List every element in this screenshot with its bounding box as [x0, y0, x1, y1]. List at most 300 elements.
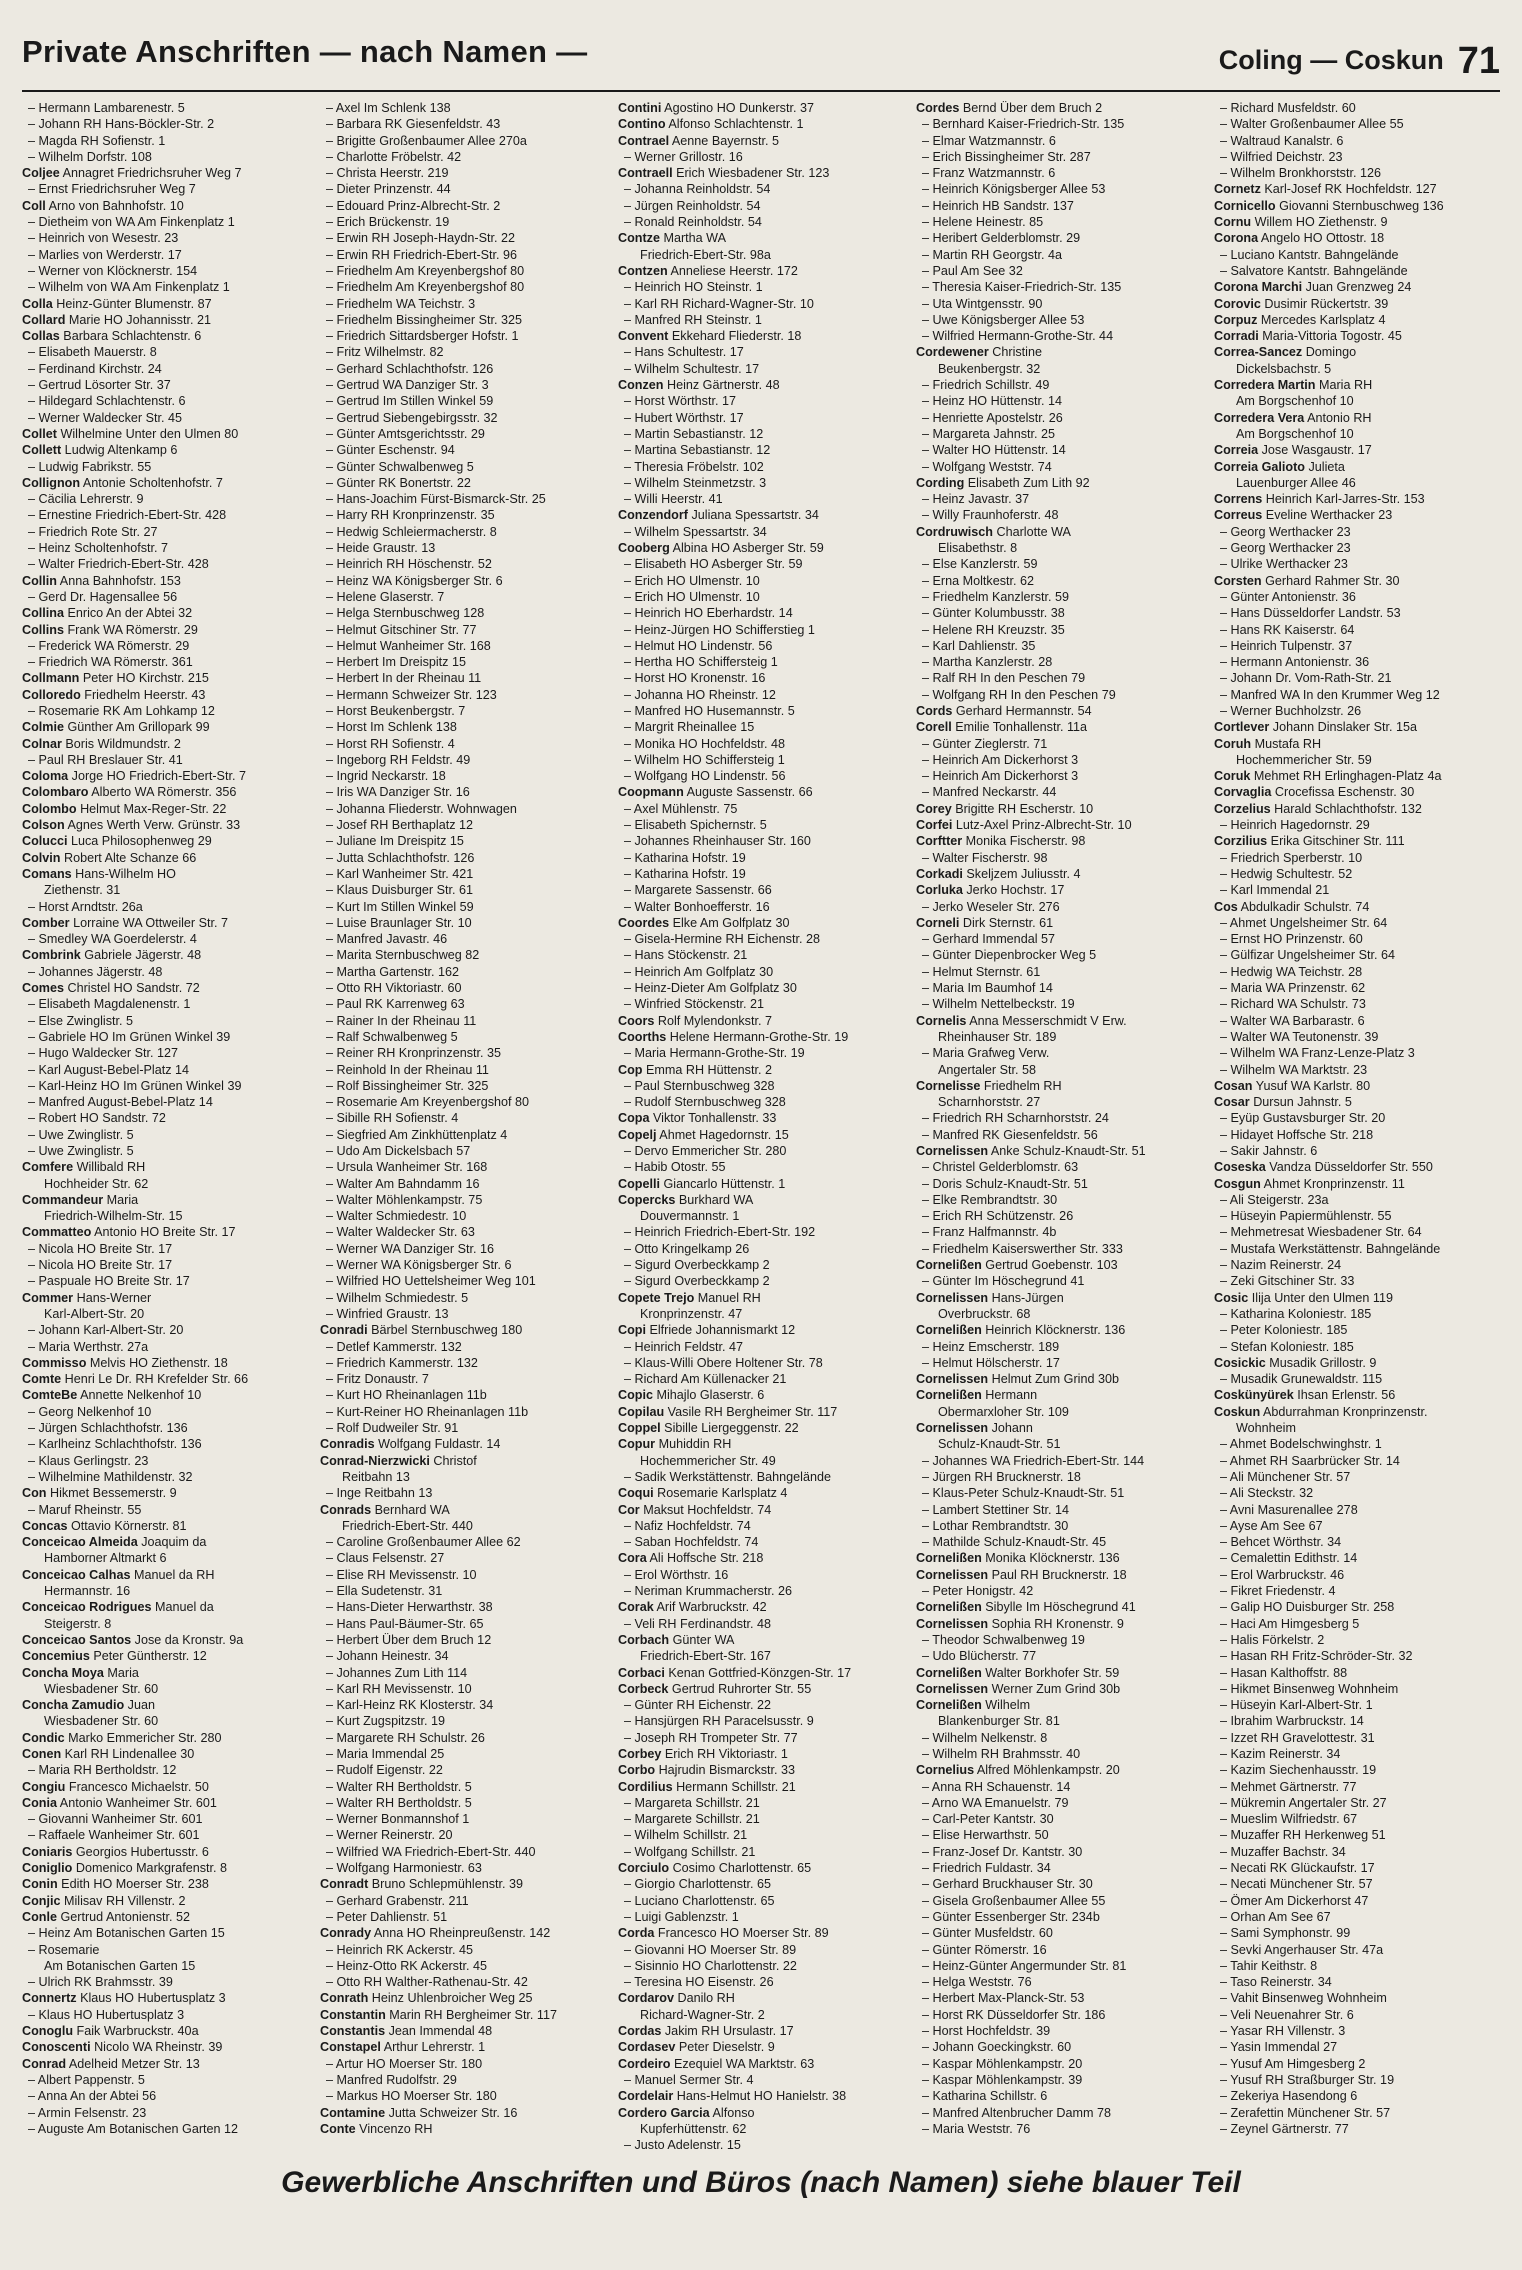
directory-entry: – Peter Honigstr. 42 — [922, 1584, 1034, 1599]
directory-entry: – Saban Hochfeldstr. 74 — [624, 1535, 759, 1550]
surname: Cora — [618, 1551, 647, 1566]
directory-entry: – Barbara RK Giesenfeldstr. 43 — [326, 117, 501, 132]
directory-entry: – Hedwig Schultestr. 52 — [1220, 866, 1353, 881]
directory-entry: – Ingrid Neckarstr. 18 — [326, 769, 446, 784]
directory-entry: – Heinz-Otto RK Ackerstr. 45 — [326, 1958, 487, 1973]
directory-entry: – Brigitte Großenbaumer Allee 270a — [326, 133, 527, 148]
directory-entry: Cornelissen Sophia RH Kronenstr. 9 — [916, 1616, 1124, 1631]
surname: Coll — [22, 198, 46, 213]
directory-entry: – Friedrich Fuldastr. 34 — [922, 1861, 1051, 1876]
surname: Coruk — [1214, 769, 1251, 784]
directory-entry: – Wolfgang Weststr. 74 — [922, 459, 1052, 474]
directory-entry: – Heinz-Jürgen HO Schifferstieg 1 — [624, 622, 815, 637]
directory-entry: – Gerhard Bruckhauser Str. 30 — [922, 1877, 1093, 1892]
directory-entry: Conrad Adelheid Metzer Str. 13 — [22, 2056, 200, 2071]
directory-entry: – Heinz-Günter Angermunder Str. 81 — [922, 1958, 1127, 1973]
directory-entry: – Günter Essenberger Str. 234b — [922, 1909, 1100, 1924]
surname: Cornelissen — [916, 1567, 989, 1582]
surname: Cornelißen — [916, 1698, 982, 1713]
surname: Congiu — [22, 1779, 66, 1794]
surname: Conoscenti — [22, 2040, 91, 2055]
directory-entry: Lauenburger Allee 46 — [1236, 475, 1356, 490]
directory-entry: – Manfred RK Giesenfeldstr. 56 — [922, 1127, 1098, 1142]
directory-entry: – Hermann Antonienstr. 36 — [1220, 655, 1370, 670]
surname: Correus — [1214, 508, 1263, 523]
directory-entry: – Auguste Am Botanischen Garten 12 — [28, 2121, 239, 2136]
directory-entry: – Günter RH Eichenstr. 22 — [624, 1698, 771, 1713]
directory-entry: – Theodor Schwalbenweg 19 — [922, 1632, 1085, 1647]
directory-entry: Constantin Marin RH Bergheimer Str. 117 — [320, 2007, 558, 2022]
directory-columns — [22, 100, 1500, 2153]
directory-entry: Cop Emma RH Hüttenstr. 2 — [618, 1062, 772, 1077]
directory-entry: – Elisabeth Mauerstr. 8 — [28, 345, 157, 360]
surname: Coppel — [618, 1421, 661, 1436]
surname: Conceicao Rodrigues — [22, 1600, 152, 1615]
directory-entry: – Albert Pappenstr. 5 — [28, 2072, 145, 2087]
directory-entry: – Maria WA Prinzenstr. 62 — [1220, 981, 1366, 996]
directory-entry: Conjic Milisav RH Villenstr. 2 — [22, 1893, 186, 1908]
directory-entry: – Orhan Am See 67 — [1220, 1909, 1331, 1924]
directory-entry: – Luciano Charlottenstr. 65 — [624, 1893, 775, 1908]
directory-entry: Coorths Helene Hermann-Grothe-Str. 19 — [618, 1029, 849, 1044]
surname: Corzelius — [1214, 801, 1271, 816]
surname: Combrink — [22, 948, 81, 963]
directory-entry: Colombo Helmut Max-Reger-Str. 22 — [22, 801, 227, 816]
directory-entry: – Kurt Im Stillen Winkel 59 — [326, 899, 474, 914]
directory-entry: – Mehmet Gärtnerstr. 77 — [1220, 1779, 1357, 1794]
directory-entry: – Margareta Jahnstr. 25 — [922, 426, 1056, 441]
directory-entry: – Ralf Schwalbenweg 5 — [326, 1029, 458, 1044]
directory-entry: – Eyüp Gustavsburger Str. 20 — [1220, 1111, 1386, 1126]
directory-entry: – Heinrich Feldstr. 47 — [624, 1339, 743, 1354]
directory-entry: – Heinz Am Botanischen Garten 15 — [28, 1926, 225, 1941]
directory-entry: Conradi Bärbel Sternbuschweg 180 — [320, 1323, 523, 1338]
directory-entry: – Werner WA Danziger Str. 16 — [326, 1241, 494, 1256]
directory-entry: – Heinrich Tulpenstr. 37 — [1220, 638, 1353, 653]
directory-entry: Colucci Luca Philosophenweg 29 — [22, 834, 212, 849]
directory-entry: – Yusuf Am Himgesberg 2 — [1220, 2056, 1366, 2071]
directory-entry: – Walter WA Barbarastr. 6 — [1220, 1013, 1365, 1028]
surname: Colucci — [22, 834, 68, 849]
surname: Collignon — [22, 475, 81, 490]
directory-entry: Corfei Lutz-Axel Prinz-Albrecht-Str. 10 — [916, 818, 1132, 833]
directory-entry: Hamborner Altmarkt 6 — [44, 1551, 167, 1566]
surname: Coskünyürek — [1214, 1388, 1294, 1403]
surname: Copercks — [618, 1192, 676, 1207]
directory-entry: – Georg Werthacker 23 — [1220, 541, 1351, 556]
directory-entry: – Margarete Schillstr. 21 — [624, 1812, 760, 1827]
surname: Cornelißen — [916, 1600, 982, 1615]
directory-entry: – Ali Münchener Str. 57 — [1220, 1469, 1351, 1484]
directory-entry: – Heinz Javastr. 37 — [922, 492, 1030, 507]
directory-entry: – Günter Antonienstr. 36 — [1220, 589, 1356, 604]
directory-entry: Connertz Klaus HO Hubertusplatz 3 — [22, 1991, 226, 2006]
surname: Concemius — [22, 1649, 90, 1664]
directory-entry: – Jürgen Schlachthofstr. 136 — [28, 1421, 188, 1436]
directory-entry: – Johann Goeckingkstr. 60 — [922, 2040, 1072, 2055]
directory-entry: Cos Abdulkadir Schulstr. 74 — [1214, 899, 1370, 914]
directory-entry: – Friedhelm Kaiserswerther Str. 333 — [922, 1241, 1123, 1256]
directory-entry: – Mathilde Schulz-Knaudt-Str. 45 — [922, 1535, 1107, 1550]
surname: Cornelissen — [916, 1616, 989, 1631]
directory-entry: Cornetz Karl-Josef RK Hochfeldstr. 127 — [1214, 182, 1437, 197]
surname: Colombaro — [22, 785, 89, 800]
directory-entry: – Maria RH Bertholdstr. 12 — [28, 1763, 177, 1778]
surname: Colloredo — [22, 687, 81, 702]
directory-entry: Friedrich-Wilhelm-Str. 15 — [44, 1209, 183, 1224]
surname: Corbaci — [618, 1665, 665, 1680]
directory-entry: – Raffaele Wanheimer Str. 601 — [28, 1828, 200, 1843]
directory-entry: – Erna Moltkestr. 62 — [922, 573, 1034, 588]
directory-entry: – Heinrich Königsberger Allee 53 — [922, 182, 1106, 197]
directory-entry: – Muzaffer RH Herkenweg 51 — [1220, 1828, 1386, 1843]
directory-entry: Comans Hans-Wilhelm HO — [22, 866, 176, 881]
directory-entry: Correus Eveline Werthacker 23 — [1214, 508, 1393, 523]
surname: Conin — [22, 1877, 58, 1892]
directory-entry: – Kurt Zugspitzstr. 19 — [326, 1714, 445, 1729]
directory-entry: – Robert HO Sandstr. 72 — [28, 1111, 166, 1126]
surname: Commisso — [22, 1355, 87, 1370]
directory-entry: Cording Elisabeth Zum Lith 92 — [916, 475, 1090, 490]
surname: Correia — [1214, 443, 1259, 458]
directory-entry: – Veli Neuenahrer Str. 6 — [1220, 2007, 1354, 2022]
directory-entry: Karl-Albert-Str. 20 — [44, 1306, 145, 1321]
directory-entry: – Friedhelm Am Kreyenbergshof 80 — [326, 263, 525, 278]
directory-entry: – Anna An der Abtei 56 — [28, 2089, 157, 2104]
directory-entry: – Paul RK Karrenweg 63 — [326, 997, 465, 1012]
directory-entry: – Axel Mühlenstr. 75 — [624, 801, 738, 816]
directory-entry: Conceicao Almeida Joaquim da — [22, 1535, 207, 1550]
surname: Corradi — [1214, 329, 1259, 344]
directory-entry: – Manfred Altenbrucher Damm 78 — [922, 2105, 1111, 2120]
directory-entry: Collina Enrico An der Abtei 32 — [22, 606, 193, 621]
surname: Cordero Garcia — [618, 2105, 710, 2120]
directory-entry: – Hüseyin Papiermühlenstr. 55 — [1220, 1209, 1392, 1224]
directory-entry: – Muzaffer Bachstr. 34 — [1220, 1844, 1346, 1859]
surname: Coniglio — [22, 1861, 73, 1876]
surname: Conte — [320, 2121, 356, 2136]
directory-entry: – Richard Am Küllenacker 21 — [624, 1372, 787, 1387]
directory-entry: Coors Rolf Mylendonkstr. 7 — [618, 1013, 772, 1028]
directory-entry: – Teresina HO Eisenstr. 26 — [624, 1975, 774, 1990]
directory-entry: – Erich HO Ulmenstr. 10 — [624, 573, 760, 588]
directory-entry: – Dieter Prinzenstr. 44 — [326, 182, 451, 197]
surname: Copilau — [618, 1404, 665, 1419]
directory-entry: – Heinrich RH Höschenstr. 52 — [326, 557, 492, 572]
directory-entry: – Herbert In der Rheinau 11 — [326, 671, 482, 686]
directory-entry: – Manfred HO Husemannstr. 5 — [624, 703, 795, 718]
directory-entry: Cornelissen Paul RH Brucknerstr. 18 — [916, 1567, 1127, 1582]
directory-entry: – Manfred Javastr. 46 — [326, 932, 448, 947]
directory-entry: – Günter Musfeldstr. 60 — [922, 1926, 1053, 1941]
surname: Conradi — [320, 1323, 368, 1338]
surname: Corell — [916, 720, 952, 735]
directory-entry: – Maria Hermann-Grothe-Str. 19 — [624, 1046, 805, 1061]
surname: Cordruwisch — [916, 524, 993, 539]
directory-entry: – Manfred RH Steinstr. 1 — [624, 312, 762, 327]
directory-entry: – Wolfgang Harmoniestr. 63 — [326, 1861, 482, 1876]
directory-entry: – Anna RH Schauenstr. 14 — [922, 1779, 1071, 1794]
directory-entry: – Johannes Zum Lith 114 — [326, 1665, 468, 1680]
directory-entry: – Uwe Zwinglistr. 5 — [28, 1127, 134, 1142]
directory-entry: Contzen Anneliese Heerstr. 172 — [618, 263, 798, 278]
directory-entry: – Hikmet Binsenweg Wohnheim — [1220, 1681, 1399, 1696]
directory-entry: Combrink Gabriele Jägerstr. 48 — [22, 948, 202, 963]
surname: Corak — [618, 1600, 654, 1615]
surname: Commandeur — [22, 1192, 104, 1207]
surname: Cornelius — [916, 1763, 975, 1778]
surname: Cor — [618, 1502, 640, 1517]
directory-entry: Corluka Jerko Hochstr. 17 — [916, 883, 1065, 898]
directory-entry: – Sibille RH Sofienstr. 4 — [326, 1111, 459, 1126]
surname: Cordilius — [618, 1779, 673, 1794]
directory-entry: – Stefan Koloniestr. 185 — [1220, 1339, 1354, 1354]
directory-entry: – Manfred WA In den Krummer Weg 12 — [1220, 687, 1440, 702]
directory-entry: Colson Agnes Werth Verw. Grünstr. 33 — [22, 818, 241, 833]
directory-entry: Cordruwisch Charlotte WA — [916, 524, 1071, 539]
directory-entry: – Gabriele HO Im Grünen Winkel 39 — [28, 1029, 231, 1044]
surname: Corredera Martin — [1214, 378, 1316, 393]
directory-entry: – Paul Sternbuschweg 328 — [624, 1078, 775, 1093]
directory-entry: – Carl-Peter Kantstr. 30 — [922, 1812, 1054, 1827]
directory-entry: – Musadik Grunewaldstr. 115 — [1220, 1372, 1383, 1387]
directory-entry: Coskünyürek Ihsan Erlenstr. 56 — [1214, 1388, 1396, 1403]
directory-entry: Coppel Sibille Liergeggenstr. 22 — [618, 1421, 799, 1436]
directory-entry: – Udo Blücherstr. 77 — [922, 1649, 1037, 1664]
directory-entry: – Axel Im Schlenk 138 — [326, 101, 451, 115]
directory-entry: Concemius Peter Güntherstr. 12 — [22, 1649, 207, 1664]
surname: Cornelißen — [916, 1258, 982, 1273]
surname: Conle — [22, 1909, 57, 1924]
surname: Copelli — [618, 1176, 660, 1191]
directory-entry: – Salvatore Kantstr. Bahngelände — [1220, 263, 1408, 278]
directory-entry: – Werner Buchholzstr. 26 — [1220, 703, 1362, 718]
surname: Cornelis — [916, 1013, 967, 1028]
surname: Conradis — [320, 1437, 375, 1452]
directory-entry: Collet Wilhelmine Unter den Ulmen 80 — [22, 426, 239, 441]
surname: Corovic — [1214, 296, 1261, 311]
surname: Contraell — [618, 166, 673, 181]
directory-entry: – Otto RH Viktoriastr. 60 — [326, 981, 462, 996]
directory-entry: Overbruckstr. 68 — [938, 1306, 1031, 1321]
surname: Coljee — [22, 166, 60, 181]
directory-entry: Cornelissen Johann — [916, 1421, 1033, 1436]
directory-entry: Corkadi Skeljzem Juliusstr. 4 — [916, 866, 1081, 881]
directory-entry: – Herbert Im Dreispitz 15 — [326, 655, 466, 670]
directory-entry: Coljee Annagret Friedrichsruher Weg 7 — [22, 166, 242, 181]
directory-entry: – Gerhard Immendal 57 — [922, 932, 1056, 947]
directory-entry: Am Botanischen Garten 15 — [44, 1958, 196, 1973]
surname: Coqui — [618, 1486, 654, 1501]
surname: Corredera Vera — [1214, 410, 1305, 425]
directory-entry: – Rosemarie Am Kreyenbergshof 80 — [326, 1095, 530, 1110]
directory-entry: – Dervo Emmericher Str. 280 — [624, 1144, 787, 1158]
directory-entry: – Helmut Wanheimer Str. 168 — [326, 638, 491, 653]
directory-entry: – Walter Friedrich-Ebert-Str. 428 — [28, 557, 209, 572]
directory-entry: Commatteo Antonio HO Breite Str. 17 — [22, 1225, 236, 1240]
directory-entry: – Friedhelm Am Kreyenbergshof 80 — [326, 280, 525, 295]
directory-entry: – Gerhard Schlachthofstr. 126 — [326, 361, 494, 376]
directory-entry: Colmie Günther Am Grillopark 99 — [22, 720, 210, 735]
directory-entry: Cosic Ilija Unter den Ulmen 119 — [1214, 1290, 1393, 1305]
directory-entry: Conzendorf Juliana Spessartstr. 34 — [618, 508, 819, 523]
directory-entry: – Gülfizar Ungelsheimer Str. 64 — [1220, 948, 1395, 963]
directory-entry: – Mustafa Werkstättenstr. Bahngelände — [1220, 1241, 1441, 1256]
page-range — [1219, 40, 1500, 83]
directory-entry: – Behcet Wörthstr. 34 — [1220, 1535, 1342, 1550]
directory-entry: – Werner WA Königsberger Str. 6 — [326, 1258, 512, 1273]
directory-entry: – Monika HO Hochfeldstr. 48 — [624, 736, 785, 751]
directory-entry: Corredera Vera Antonio RH — [1214, 410, 1372, 425]
directory-entry: – Hasan Kalthoffstr. 88 — [1220, 1665, 1348, 1680]
surname: Conzendorf — [618, 508, 688, 523]
directory-entry: Constantis Jean Immendal 48 — [320, 2024, 493, 2039]
surname: Cordarov — [618, 1991, 674, 2006]
directory-entry: – Kurt HO Rheinanlagen 11b — [326, 1388, 487, 1403]
surname: Cornetz — [1214, 182, 1261, 197]
directory-entry: – Ludwig Fabrikstr. 55 — [28, 459, 152, 474]
directory-entry: Colnar Boris Wildmundstr. 2 — [22, 736, 181, 751]
directory-entry: – Werner Bonmannshof 1 — [326, 1812, 470, 1827]
directory-entry: – Günter Kolumbusstr. 38 — [922, 606, 1065, 621]
directory-entry: – Mehmetresat Wiesbadener Str. 64 — [1220, 1225, 1422, 1240]
directory-entry: – Walter HO Hüttenstr. 14 — [922, 443, 1066, 458]
directory-entry: – Heinrich von Wesestr. 23 — [28, 231, 179, 246]
directory-entry: – Arno WA Emanuelstr. 79 — [922, 1795, 1069, 1810]
directory-entry: – Margareta Schillstr. 21 — [624, 1795, 760, 1810]
directory-entry: – Otto RH Walther-Rathenau-Str. 42 — [326, 1975, 528, 1990]
directory-entry: Collard Marie HO Johannisstr. 21 — [22, 312, 211, 327]
directory-entry: Cornelißen Heinrich Klöcknerstr. 136 — [916, 1323, 1126, 1338]
directory-entry: Cordasev Peter Dieselstr. 9 — [618, 2040, 775, 2055]
directory-entry: – Wilhelm Bronkhorststr. 126 — [1220, 166, 1381, 181]
directory-entry: – Erich RH Schützenstr. 26 — [922, 1209, 1074, 1224]
directory-entry: – Helmut Sternstr. 61 — [922, 964, 1041, 979]
directory-entry: – Ingeborg RH Feldstr. 49 — [326, 752, 471, 767]
directory-entry: Collin Anna Bahnhofstr. 153 — [22, 573, 181, 588]
directory-entry: Congiu Francesco Michaelstr. 50 — [22, 1779, 209, 1794]
surname: Coordes — [618, 915, 670, 930]
directory-entry: – Erol Wörthstr. 16 — [624, 1567, 729, 1582]
directory-entry: – Wilhelm Steinmetzstr. 3 — [624, 475, 767, 490]
directory-entry: – Johannes Jägerstr. 48 — [28, 964, 163, 979]
surname: Cornelißen — [916, 1323, 982, 1338]
surname: Copa — [618, 1111, 650, 1126]
directory-entry: – Zekeriya Hasendong 6 — [1220, 2089, 1358, 2104]
directory-entry: – Luigi Gablenzstr. 1 — [624, 1909, 739, 1924]
directory-entry: – Wilhelm WA Marktstr. 23 — [1220, 1062, 1368, 1077]
surname: Colmie — [22, 720, 64, 735]
directory-entry: – Martha Gartenstr. 162 — [326, 964, 460, 979]
directory-entry: – Hans-Dieter Herwarthstr. 38 — [326, 1600, 493, 1615]
directory-entry: – Charlotte Fröbelstr. 42 — [326, 149, 462, 164]
surname: Conrath — [320, 1991, 369, 2006]
directory-entry: Kronprinzenstr. 47 — [640, 1306, 743, 1321]
directory-entry: – Kaspar Möhlenkampstr. 20 — [922, 2056, 1083, 2071]
directory-entry: Corey Brigitte RH Escherstr. 10 — [916, 801, 1094, 816]
directory-entry: – Erich Brückenstr. 19 — [326, 215, 450, 230]
directory-entry: Cosan Yusuf WA Karlstr. 80 — [1214, 1078, 1371, 1093]
directory-entry: – Fikret Friedenstr. 4 — [1220, 1584, 1336, 1599]
directory-entry: Colvin Robert Alte Schanze 66 — [22, 850, 197, 865]
directory-entry: – Mueslim Wilfriedstr. 67 — [1220, 1812, 1358, 1827]
directory-entry: Hermannstr. 16 — [44, 1584, 131, 1599]
directory-entry: – Jerko Weseler Str. 276 — [922, 899, 1060, 914]
name-range: Coling — Coskun — [1218, 45, 1444, 75]
directory-entry: Coqui Rosemarie Karlsplatz 4 — [618, 1486, 788, 1501]
surname: Cornelißen — [916, 1388, 982, 1403]
directory-entry: – Walter RH Bertholdstr. 5 — [326, 1795, 472, 1810]
directory-entry: – Ursula Wanheimer Str. 168 — [326, 1160, 488, 1175]
directory-entry: – Richard Musfeldstr. 60 — [1220, 101, 1356, 115]
surname: Collina — [22, 606, 64, 621]
directory-entry: Concas Ottavio Körnerstr. 81 — [22, 1518, 187, 1533]
directory-entry: Scharnhorststr. 27 — [938, 1095, 1041, 1110]
surname: Collard — [22, 312, 66, 327]
surname: Collins — [22, 622, 64, 637]
directory-entry: – Heinrich HO Eberhardstr. 14 — [624, 606, 793, 621]
directory-entry: – Rosemarie RK Am Lohkamp 12 — [28, 703, 215, 718]
surname: Commatteo — [22, 1225, 92, 1240]
surname: Conrad-Nierzwicki — [320, 1453, 430, 1468]
directory-entry: – Galip HO Duisburger Str. 258 — [1220, 1600, 1395, 1615]
directory-entry: – Franz Halfmannstr. 4b — [922, 1225, 1057, 1240]
surname: Cornelissen — [916, 1372, 989, 1387]
surname: Coorths — [618, 1029, 667, 1044]
surname: Cooberg — [618, 541, 670, 556]
directory-entry: Conoglu Faik Warbruckstr. 40a — [22, 2024, 199, 2039]
directory-entry: Blankenburger Str. 81 — [938, 1714, 1060, 1729]
surname: Conjic — [22, 1893, 61, 1908]
surname: Cornelissen — [916, 1681, 989, 1696]
surname: Corzilius — [1214, 834, 1268, 849]
directory-entry: Copi Elfriede Johannismarkt 12 — [618, 1323, 796, 1338]
directory-entry: – Friedrich Sittardsberger Hofstr. 1 — [326, 329, 519, 344]
surname: Colla — [22, 296, 53, 311]
surname: Corey — [916, 801, 952, 816]
directory-entry: Conzen Heinz Gärtnerstr. 48 — [618, 378, 780, 393]
directory-entry: – Marita Sternbuschweg 82 — [326, 948, 480, 963]
directory-entry: – Giovanni HO Moerser Str. 89 — [624, 1942, 797, 1957]
directory-entry: – Uwe Zwinglistr. 5 — [28, 1144, 134, 1158]
surname: Cornelißen — [916, 1665, 982, 1680]
directory-entry: – Hugo Waldecker Str. 127 — [28, 1046, 179, 1061]
directory-entry: – Ali Steckstr. 32 — [1220, 1486, 1314, 1501]
directory-entry: – Martha Kanzlerstr. 28 — [922, 655, 1053, 670]
directory-entry: – Klaus-Willi Obere Holtener Str. 78 — [624, 1355, 823, 1370]
directory-entry: – Christa Heerstr. 219 — [326, 166, 449, 181]
directory-entry: – Haci Am Himgesberg 5 — [1220, 1616, 1360, 1631]
directory-entry: – Ulrike Werthacker 23 — [1220, 557, 1348, 572]
directory-entry: – Helga Weststr. 76 — [922, 1975, 1032, 1990]
directory-entry: Corciulo Cosimo Charlottenstr. 65 — [618, 1861, 812, 1876]
directory-entry: Cor Maksut Hochfeldstr. 74 — [618, 1502, 772, 1517]
surname: Corftter — [916, 834, 963, 849]
directory-entry: – Werner Reinerstr. 20 — [326, 1828, 453, 1843]
directory-entry: – Sadik Werkstättenstr. Bahngelände — [624, 1469, 831, 1484]
directory-entry: – Willy Fraunhoferstr. 48 — [922, 508, 1059, 523]
surname: Coniaris — [22, 1844, 73, 1859]
column-5 — [1214, 100, 1500, 2136]
directory-entry: – Izzet RH Gravelottestr. 31 — [1220, 1730, 1375, 1745]
directory-entry: – Markus HO Moerser Str. 180 — [326, 2089, 497, 2104]
directory-entry: – Manfred Neckarstr. 44 — [922, 785, 1057, 800]
directory-entry: – Martin Sebastianstr. 12 — [624, 426, 764, 441]
directory-entry: – Gisela Großenbaumer Allee 55 — [922, 1893, 1106, 1908]
directory-entry: – Rudolf Sternbuschweg 328 — [624, 1095, 786, 1110]
directory-entry: – Elisabeth HO Asberger Str. 59 — [624, 557, 803, 572]
directory-entry: – Katharina Hofstr. 19 — [624, 850, 746, 865]
